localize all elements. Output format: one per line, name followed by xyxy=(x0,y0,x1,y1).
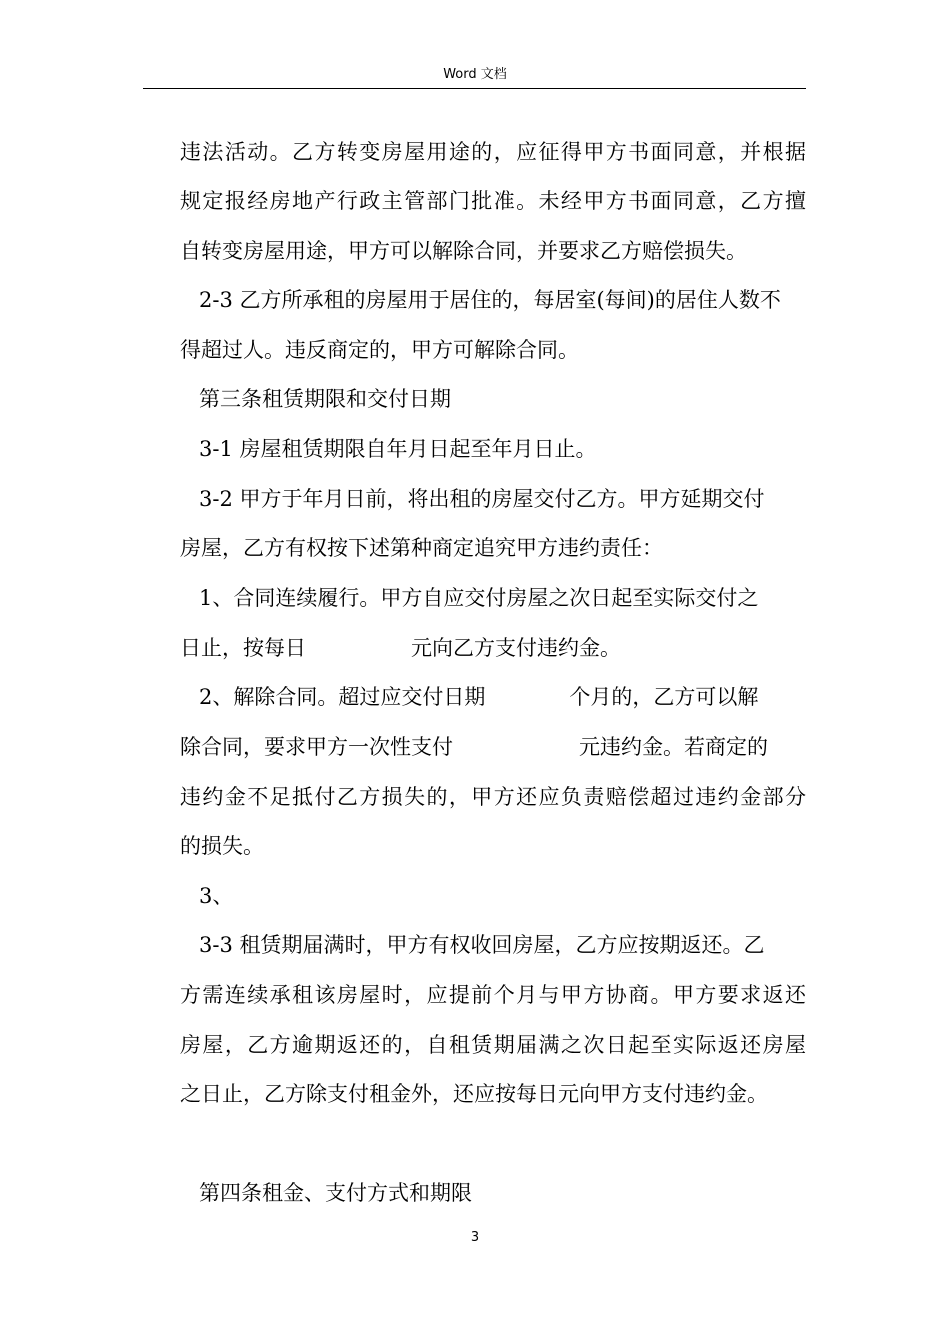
text-line: 自转变房屋用途，甲方可以解除合同，并要求乙方赔偿损失。 xyxy=(180,239,747,263)
text-line: 违法活动。乙方转变房屋用途的，应征得甲方书面同意，并根据 xyxy=(180,140,806,164)
text-line: 方需连续承租该房屋时，应提前个月与甲方协商。甲方要求返还 xyxy=(180,983,806,1007)
text-line: 3-1 房屋租赁期限自年月日起至年月日止。 xyxy=(199,437,597,461)
text-line: 规定报经房地产行政主管部门批准。未经甲方书面同意，乙方擅 xyxy=(180,189,806,213)
text-line: 房屋，乙方逾期返还的，自租赁期届满之次日起至实际返还房屋 xyxy=(180,1033,806,1057)
text-line: 日止，按每日 元向乙方支付违约金。 xyxy=(180,636,621,660)
header-divider xyxy=(143,88,806,89)
text-line: 之日止，乙方除支付租金外，还应按每日元向甲方支付违约金。 xyxy=(180,1082,768,1106)
text-line: 的损失。 xyxy=(180,834,264,858)
text-line: 违约金不足抵付乙方损失的，甲方还应负责赔偿超过违约金部分 xyxy=(180,785,806,809)
text-line: 1、合同连续履行。甲方自应交付房屋之次日起至实际交付之 xyxy=(199,586,759,610)
section-heading: 第三条租赁期限和交付日期 xyxy=(199,387,451,411)
page-number: 3 xyxy=(470,1230,480,1245)
text-line: 除合同，要求甲方一次性支付 元违约金。若商定的 xyxy=(180,735,768,759)
section-heading: 第四条租金、支付方式和期限 xyxy=(199,1181,472,1205)
text-line: 2-3 乙方所承租的房屋用于居住的，每居室(每间)的居住人数不 xyxy=(199,288,781,312)
text-line: 3-3 租赁期届满时，甲方有权收回房屋，乙方应按期返还。乙 xyxy=(199,933,765,957)
text-line: 3、 xyxy=(199,884,234,908)
text-line: 得超过人。违反商定的，甲方可解除合同。 xyxy=(180,338,579,362)
text-line: 房屋，乙方有权按下述第种商定追究甲方违约责任： xyxy=(180,536,663,560)
text-line: 3-2 甲方于年月日前，将出租的房屋交付乙方。甲方延期交付 xyxy=(199,487,765,511)
text-line: 2、解除合同。超过应交付日期 个月的，乙方可以解 xyxy=(199,685,759,709)
header-title: Word 文档 xyxy=(443,67,507,82)
